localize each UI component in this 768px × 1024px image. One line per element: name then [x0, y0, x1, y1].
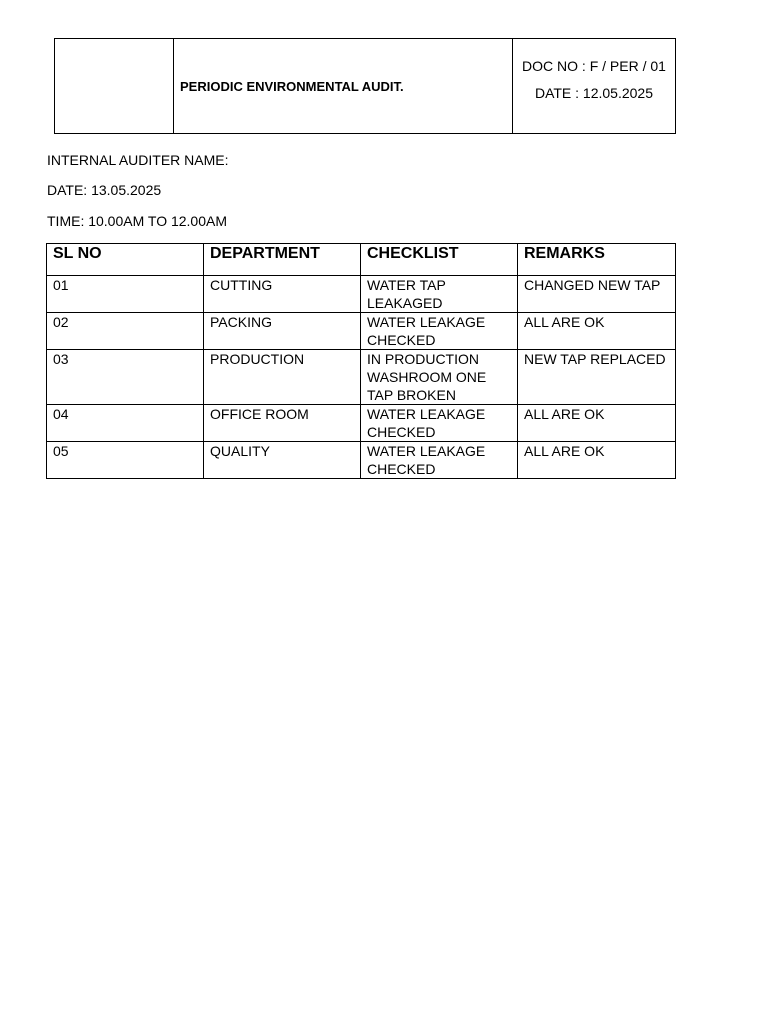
header-checklist: CHECKLIST — [361, 244, 518, 276]
audit-date: DATE: 13.05.2025 — [47, 182, 162, 198]
cell-remarks: NEW TAP REPLACED — [518, 350, 676, 405]
cell-department: PACKING — [204, 313, 361, 350]
doc-number: DOC NO : F / PER / 01 — [522, 58, 666, 74]
table-row — [47, 405, 676, 442]
cell-sl-no: 01 — [47, 276, 204, 313]
table-row — [47, 313, 676, 350]
cell-checklist: WATER LEAKAGE CHECKED — [361, 442, 518, 479]
header-department: DEPARTMENT — [204, 244, 361, 276]
header-remarks: REMARKS — [518, 244, 676, 276]
cell-sl-no: 03 — [47, 350, 204, 405]
cell-remarks: ALL ARE OK — [518, 442, 676, 479]
cell-department: CUTTING — [204, 276, 361, 313]
document-header — [54, 38, 676, 134]
cell-sl-no: 02 — [47, 313, 204, 350]
cell-sl-no: 04 — [47, 405, 204, 442]
cell-remarks: ALL ARE OK — [518, 405, 676, 442]
table-row — [47, 350, 676, 405]
cell-remarks: ALL ARE OK — [518, 313, 676, 350]
audit-table — [46, 243, 676, 479]
logo-cell — [55, 39, 174, 133]
doc-date: DATE : 12.05.2025 — [534, 85, 654, 101]
table-header-row — [47, 244, 676, 276]
cell-department: PRODUCTION — [204, 350, 361, 405]
cell-checklist: WATER LEAKAGE CHECKED — [361, 405, 518, 442]
cell-remarks: CHANGED NEW TAP — [518, 276, 676, 313]
cell-checklist: IN PRODUCTION WASHROOM ONE TAP BROKEN — [361, 350, 518, 405]
header-sl-no: SL NO — [47, 244, 204, 276]
cell-checklist: WATER TAP LEAKAGED — [361, 276, 518, 313]
cell-department: OFFICE ROOM — [204, 405, 361, 442]
cell-department: QUALITY — [204, 442, 361, 479]
table-row — [47, 276, 676, 313]
cell-checklist: WATER LEAKAGE CHECKED — [361, 313, 518, 350]
table-row — [47, 442, 676, 479]
cell-sl-no: 05 — [47, 442, 204, 479]
document-meta — [513, 39, 675, 133]
auditor-name-label: INTERNAL AUDITER NAME: — [47, 152, 229, 168]
audit-time: TIME: 10.00AM TO 12.00AM — [47, 213, 228, 229]
document-title: PERIODIC ENVIRONMENTAL AUDIT. — [174, 39, 513, 133]
